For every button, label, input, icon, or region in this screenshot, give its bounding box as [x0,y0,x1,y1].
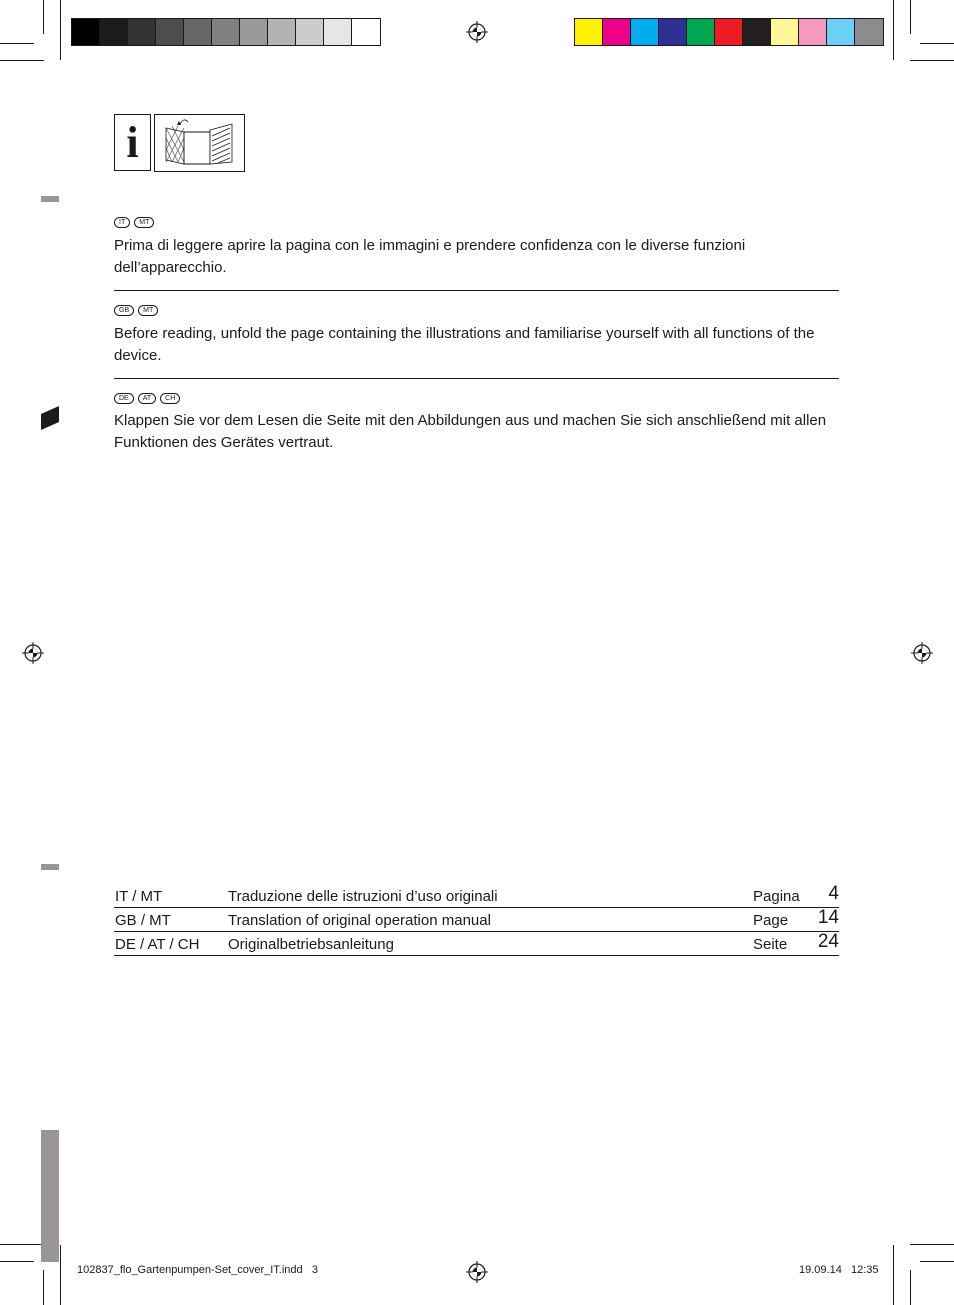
registration-mark-icon [466,1261,488,1283]
color-swatch [268,19,296,45]
color-swatch [603,19,631,45]
language-badge: GB [114,305,134,316]
toc-page-word: Pagina [753,888,800,905]
crop-mark [0,60,44,61]
divider [114,378,839,379]
crop-mark [0,1261,34,1262]
language-badge: MT [138,305,158,316]
registration-mark-icon [466,21,488,43]
toc-row[interactable] [114,908,839,932]
crop-mark [893,0,894,60]
instruction-text: Prima di leggere aprire la pagina con le immagini e prendere confidenza con le diverse funzioni dell’apparecchio. [114,237,746,276]
toc-row[interactable] [114,932,839,956]
crop-mark [0,43,34,44]
color-swatch [659,19,687,45]
gray-color-bar [71,18,381,46]
crop-mark [920,1261,954,1262]
color-swatch [352,19,380,45]
crop-mark [910,1270,911,1305]
footer-datetime: 19.09.14 12:35 [799,1264,879,1276]
toc-language: IT / MT [115,888,163,905]
language-badge: MT [134,217,154,228]
language-badge: IT [114,217,130,228]
language-badges [114,393,180,404]
toc-title: Originalbetriebsanleitung [228,936,394,953]
color-swatch [72,19,100,45]
color-swatch [184,19,212,45]
toc-row[interactable] [114,884,839,908]
registration-mark-icon [911,642,933,664]
color-swatch [100,19,128,45]
toc-title: Traduzione delle istruzioni d’uso originali [228,888,498,905]
crop-mark [60,0,61,60]
toc-page-number: 4 [828,883,839,904]
crop-mark [0,1244,44,1245]
crop-mark [60,1245,61,1305]
divider [114,290,839,291]
crop-mark [893,1245,894,1305]
color-swatch [296,19,324,45]
language-badge: CH [160,393,180,404]
color-swatch [743,19,771,45]
color-swatch [771,19,799,45]
color-swatch [631,19,659,45]
language-badge: AT [138,393,156,404]
margin-wedge [41,406,61,430]
margin-tab [41,196,59,202]
table-of-contents [114,884,839,956]
color-swatch [715,19,743,45]
crop-mark [43,0,44,34]
toc-language: GB / MT [115,912,171,929]
footer-filename: 102837_flo_Gartenpumpen-Set_cover_IT.indd 3 [77,1264,318,1276]
process-color-bar [574,18,884,46]
language-badge: DE [114,393,134,404]
language-badges [114,305,158,316]
info-icon-glyph: i [126,117,139,167]
color-swatch [799,19,827,45]
color-swatch [212,19,240,45]
color-swatch [240,19,268,45]
color-swatch [575,19,603,45]
registration-mark-icon [22,642,44,664]
info-icon [114,114,151,171]
toc-title: Translation of original operation manual [228,912,491,929]
color-swatch [156,19,184,45]
toc-page-number: 14 [817,907,839,928]
color-swatch [687,19,715,45]
color-swatch [324,19,352,45]
toc-page-word: Page [753,912,789,929]
instruction-text: Klappen Sie vor dem Lesen die Seite mit den Abbildungen aus und machen Sie sich anschließend mit allen Funktionen des Gerätes vertraut. [114,412,827,451]
margin-tab [41,1130,59,1262]
instruction-text: Before reading, unfold the page containing the illustrations and familiarise yourself with all functions of the device. [114,325,815,364]
toc-language: DE / AT / CH [115,936,200,953]
crop-mark [920,43,954,44]
language-badges [114,217,154,228]
color-swatch [128,19,156,45]
crop-mark [910,0,911,34]
crop-mark [43,1270,44,1305]
crop-mark [910,1244,954,1245]
color-swatch [827,19,855,45]
crop-mark [910,60,954,61]
foldout-page-icon [154,114,245,172]
toc-page-word: Seite [753,936,788,953]
color-swatch [855,19,883,45]
toc-page-number: 24 [817,931,839,952]
margin-tab [41,864,59,870]
